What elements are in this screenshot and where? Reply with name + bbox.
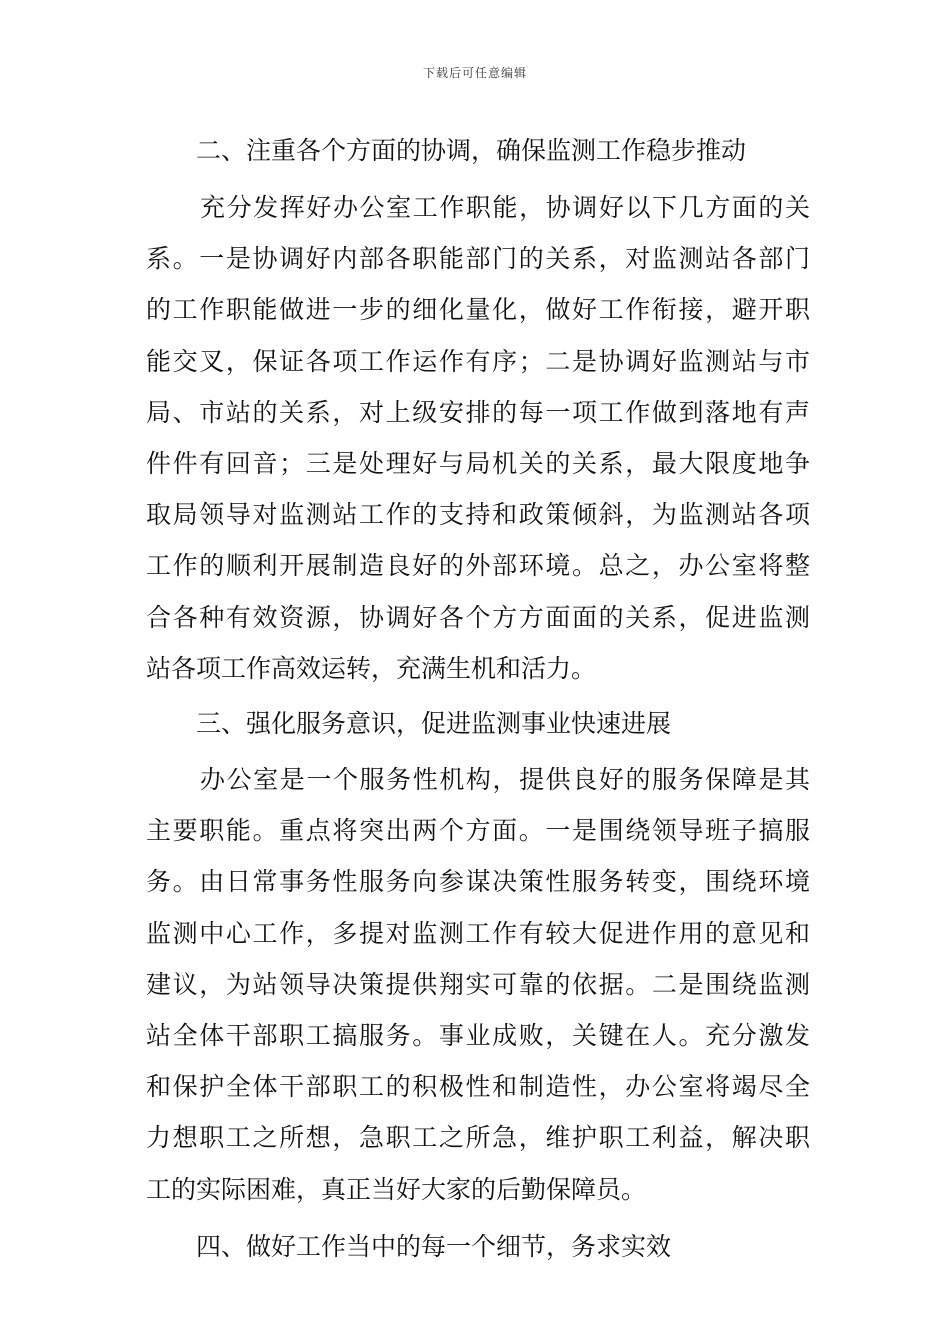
paragraph-line: 充分发挥好办公室工作职能，协调好以下几方面的关	[200, 193, 810, 222]
paragraph-line: 务。由日常事务性服务向参谋决策性服务转变，围绕环境	[146, 867, 810, 897]
paragraph-line: 局、市站的关系，对上级安排的每一项工作做到落地有声	[146, 397, 810, 427]
paragraph-line: 力想职工之所想，急职工之所急，维护职工利益，解决职	[146, 1123, 810, 1153]
section-heading-2: 二、注重各个方面的协调，确保监测工作稳步推动	[196, 136, 747, 165]
paragraph-line: 监测中心工作，多提对监测工作有较大促进作用的意见和	[146, 918, 810, 948]
paragraph-line: 工作的顺利开展制造良好的外部环境。总之，办公室将整	[146, 551, 810, 581]
paragraph-line: 合各种有效资源，协调好各个方方面面的关系，促进监测	[146, 602, 810, 632]
document-body	[146, 126, 810, 1272]
page-header-note: 下载后可任意编辑	[422, 66, 527, 80]
paragraph-line: 的工作职能做进一步的细化量化，做好工作衔接，避开职	[146, 295, 810, 325]
paragraph-line: 件件有回音；三是处理好与局机关的关系，最大限度地争	[146, 449, 810, 479]
section-paragraph-2	[146, 182, 810, 694]
section-heading-4: 四、做好工作当中的每一个细节，务求实效	[196, 1231, 672, 1261]
paragraph-line: 建议，为站领导决策提供翔实可靠的依据。二是围绕监测	[146, 969, 810, 999]
section-heading-3: 三、强化服务意识，促进监测事业快速进展	[196, 709, 672, 739]
paragraph-line: 工的实际困难，真正当好大家的后勤保障员。	[146, 1174, 647, 1204]
paragraph-line: 主要职能。重点将突出两个方面。一是围绕领导班子搞服	[146, 816, 810, 846]
section-paragraph-3	[146, 754, 810, 1215]
paragraph-line: 能交叉，保证各项工作运作有序；二是协调好监测站与市	[146, 346, 810, 376]
paragraph-line: 办公室是一个服务性机构，提供良好的服务保障是其	[200, 765, 810, 795]
paragraph-line: 和保护全体干部职工的积极性和制造性，办公室将竭尽全	[146, 1072, 810, 1102]
paragraph-line: 站全体干部职工搞服务。事业成败，关键在人。充分激发	[146, 1021, 810, 1051]
paragraph-line: 取局领导对监测站工作的支持和政策倾斜，为监测站各项	[146, 500, 810, 530]
paragraph-line: 站各项工作高效运转，充满生机和活力。	[146, 653, 597, 683]
paragraph-line: 系。一是协调好内部各职能部门的关系，对监测站各部门	[146, 244, 810, 274]
